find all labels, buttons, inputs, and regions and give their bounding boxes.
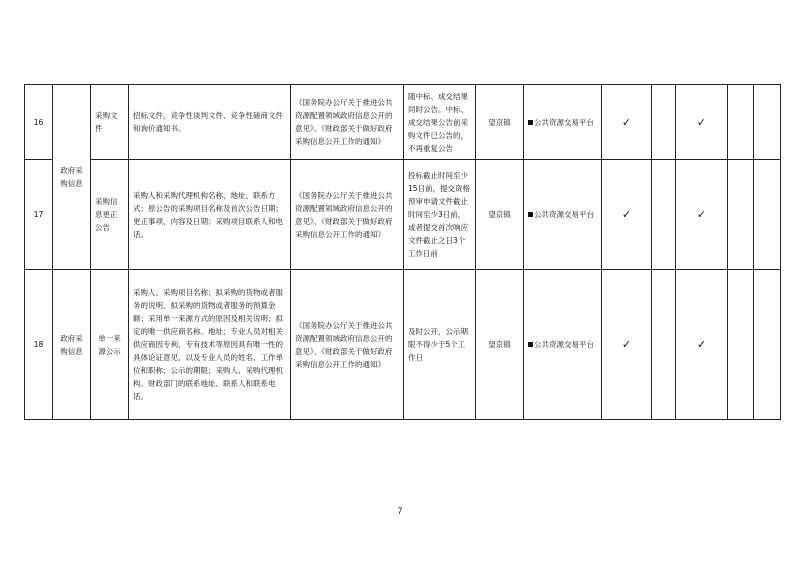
subcategory-cell: 采购信息更正公告 bbox=[91, 160, 129, 270]
subcategory-cell: 采购文件 bbox=[91, 85, 129, 160]
basis-cell: 《国务院办公厅关于推进公共资源配置领域政府信息公开的意见》、《财政部关于做好政府采购信息公开工作的通知》 bbox=[291, 270, 404, 420]
empty-cell bbox=[728, 85, 754, 160]
check-icon: ✓ bbox=[602, 270, 652, 420]
row-number: 17 bbox=[25, 160, 53, 270]
timing-cell: 随中标、成交结果同时公告。中标、成交结果公告前采购文件已公告的，不再重复公告 bbox=[404, 85, 476, 160]
timing-cell: 投标截止时间至少15日前，提交资格预审申请文件截止时间至少3日前，或者提交首次响应文件截止之日3个工作日前 bbox=[404, 160, 476, 270]
square-bullet-icon bbox=[528, 212, 533, 217]
content-cell: 招标文件，竞争性谈判文件、竞争性磋商文件和询价通知书。 bbox=[129, 85, 291, 160]
subject-cell: 望京镇 bbox=[476, 270, 524, 420]
platform-cell bbox=[524, 85, 602, 160]
row-number: 18 bbox=[25, 270, 53, 420]
table-row bbox=[25, 270, 781, 420]
square-bullet-icon bbox=[528, 120, 533, 125]
table-row bbox=[25, 85, 781, 160]
platform-label: 公共资源交易平台 bbox=[534, 117, 594, 127]
check-icon: ✓ bbox=[602, 85, 652, 160]
row-number: 16 bbox=[25, 85, 53, 160]
table-row bbox=[25, 160, 781, 270]
empty-cell bbox=[728, 270, 754, 420]
basis-cell: 《国务院办公厅关于推进公共资源配置领域政府信息公开的意见》、《财政部关于做好政府采购信息公开工作的通知》 bbox=[291, 85, 404, 160]
square-bullet-icon bbox=[528, 342, 533, 347]
platform-cell bbox=[524, 270, 602, 420]
category-cell: 政府采购信息 bbox=[53, 270, 91, 420]
category-cell: 政府采购信息 bbox=[53, 85, 91, 270]
timing-cell: 及时公开，公示期限不得少于5个工作日 bbox=[404, 270, 476, 420]
empty-cell bbox=[754, 160, 781, 270]
platform-label: 公共资源交易平台 bbox=[534, 340, 594, 349]
empty-cell bbox=[728, 160, 754, 270]
platform-label: 公共资源交易平台 bbox=[534, 210, 594, 219]
empty-cell bbox=[652, 160, 676, 270]
check-icon: ✓ bbox=[676, 85, 728, 160]
empty-cell bbox=[754, 270, 781, 420]
platform-cell bbox=[524, 160, 602, 270]
basis-cell: 《国务院办公厅关于推进公共资源配置领域政府信息公开的意见》、《财政部关于做好政府采购信息公开工作的通知》 bbox=[291, 160, 404, 270]
empty-cell bbox=[652, 85, 676, 160]
content-cell: 采购人、采购项目名称；拟采购的货物或者服务的说明、拟采购的货物或者服务的预算金额；采用单一来源方式的原因及相关说明；拟定的唯一供应商名称、地址；专业人员对相关供应商因专利、专有技术等原因具有唯一性的具体论证意见，以及专业人员的姓名、工作单位和职称；公示的期限；采购人、采购代理机构、财政部门的联系地址、联系人和联系电话。 bbox=[129, 270, 291, 420]
subcategory-cell: 单一来源公示 bbox=[91, 270, 129, 420]
subject-cell: 望京镇 bbox=[476, 85, 524, 160]
empty-cell bbox=[652, 270, 676, 420]
check-icon: ✓ bbox=[676, 270, 728, 420]
empty-cell bbox=[754, 85, 781, 160]
check-icon: ✓ bbox=[676, 160, 728, 270]
subject-cell: 望京镇 bbox=[476, 160, 524, 270]
page-number: 7 bbox=[397, 506, 403, 516]
check-icon: ✓ bbox=[602, 160, 652, 270]
content-cell: 采购人和采购代理机构名称、地址、联系方式；原公告的采购项目名称及首次公告日期；更正事项、内容及日期；采购项目联系人和电话。 bbox=[129, 160, 291, 270]
disclosure-table bbox=[24, 84, 781, 420]
